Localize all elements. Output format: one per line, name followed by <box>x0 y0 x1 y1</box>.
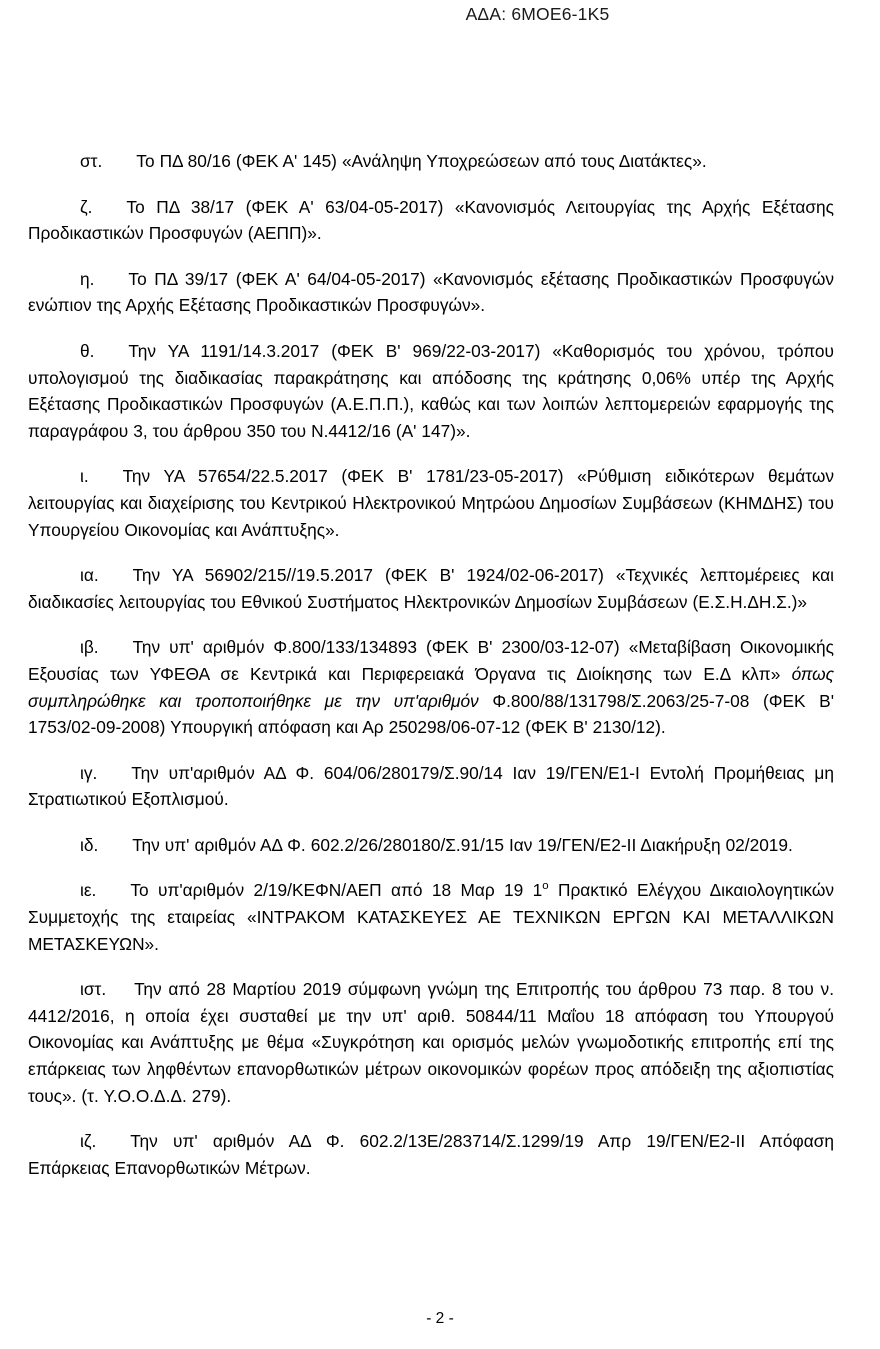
paragraph-text-st: Το ΠΔ 80/16 (ΦΕΚ Α' 145) «Ανάληψη Υποχρεώσεων από τους Διατάκτες». <box>136 151 707 171</box>
paragraph-text-ig: Την υπ'αριθμόν ΑΔ Φ. 604/06/280179/Σ.90/14 Ιαν 19/ΓΕΝ/Ε1-Ι Εντολή Προμήθειας μη Στρατιωτικού Εξοπλισμού. <box>28 762 834 810</box>
paragraph-text-ie-part2: Πρακτικό Ελέγχου Δικαιολογητικών Συμμετοχής της εταιρείας «ΙΝΤΡΑΚΟΜ ΚΑΤΑΣΚΕΥΕΣ ΑΕ ΤΕΧΝΙΚΩΝ ΕΡΓΩΝ ΚΑΙ ΜΕΤΑΛΛΙΚΩΝ ΜΕΤΑΣΚΕΥΩΝ». <box>28 880 834 954</box>
paragraph-enumerator-st: στ. <box>80 151 103 171</box>
paragraph-ie <box>28 877 834 957</box>
document-body <box>28 148 834 1181</box>
ordinal-superscript: ο <box>542 880 549 893</box>
paragraph-enumerator-ia: ια. <box>80 565 99 586</box>
paragraph-text-ib-italic: όπως συμπληρώθηκε και τροποποιήθηκε με την υπ'αριθμόν <box>28 663 834 711</box>
paragraph-iz <box>28 1128 834 1181</box>
paragraph-text-theta: Την ΥΑ 1191/14.3.2017 (ΦΕΚ Β' 969/22-03-2017) «Καθορισμός του χρόνου, τρόπου υπολογισμού της διαδικασίας παρακράτησης και απόδοσης της κράτησης 0,06% υπέρ της Αρχής Εξέτασης Προδικαστικών Προσφυγών (Α.Ε.Π.Π.), καθώς και των λοιπών λεπτομερειών εφαρμογής της παραγράφου 3, του άρθρου 350 του Ν.4412/16 (Α' 147)». <box>28 340 834 441</box>
paragraph-ib <box>28 634 834 740</box>
paragraph-text-ist: Την από 28 Μαρτίου 2019 σύμφωνη γνώμη της Επιτροπής του άρθρου 73 παρ. 8 του ν. 4412/2016, η οποία έχει συσταθεί με την υπ' αριθ. 50844/11 Μαΐου 18 απόφαση του Υπουργού Οικονομίας και Ανάπτυξης με θέμα «Συγκρότηση και ορισμός μελών γνωμοδοτικής επιτροπής επί της επάρκειας των ληφθέντων επανορθωτικών μέτρων οικονομικών φορέων προς απόδειξη της αξιοπιστίας τους». (τ. Υ.Ο.Ο.Δ.Δ. 279). <box>28 979 834 1106</box>
paragraph-text-z: Το ΠΔ 38/17 (ΦΕΚ Α' 63/04-05-2017) «Κανονισμός Λειτουργίας της Αρχής Εξέτασης Προδικαστικών Προσφυγών (ΑΕΠΠ)». <box>28 196 834 244</box>
paragraph-eta <box>28 266 834 319</box>
paragraph-ia <box>28 562 834 615</box>
paragraph-ist <box>28 976 834 1109</box>
paragraph-enumerator-z: ζ. <box>80 196 93 217</box>
paragraph-id <box>28 832 834 859</box>
paragraph-enumerator-iz: ιζ. <box>80 1131 97 1152</box>
paragraph-text-iota: Την ΥΑ 57654/22.5.2017 (ΦΕΚ Β' 1781/23-05-2017) «Ρύθμιση ειδικότερων θεμάτων λειτουργίας και διαχείρισης του Κεντρικού Ηλεκτρονικού Μητρώου Δημοσίων Συμβάσεων (ΚΗΜΔΗΣ) του Υπουργείου Οικονομίας και Ανάπτυξης». <box>28 466 834 540</box>
ada-stamp: ΑΔΑ: 6ΜΟΕ6-1Κ5 <box>465 4 610 24</box>
paragraph-enumerator-iota: ι. <box>80 466 89 487</box>
paragraph-text-ib-part2: Φ.800/88/131798/Σ.2063/25-7-08 (ΦΕΚ Β' 1753/02-09-2008) Υπουργική απόφαση και Αρ 250298/06-07-12 (ΦΕΚ Β' 2130/12). <box>28 690 834 738</box>
page-number: - 2 - <box>426 1310 454 1327</box>
paragraph-text-id: Την υπ' αριθμόν ΑΔ Φ. 602.2/26/280180/Σ.91/15 Ιαν 19/ΓΕΝ/Ε2-ΙΙ Διακήρυξη 02/2019. <box>132 834 793 855</box>
paragraph-enumerator-eta: η. <box>80 268 95 289</box>
paragraph-enumerator-ie: ιε. <box>80 880 97 901</box>
paragraph-text-ib-part1: Την υπ' αριθμόν Φ.800/133/134893 (ΦΕΚ Β' 2300/03-12-07) «Μεταβίβαση Οικονομικής Εξουσίας των ΥΦΕΘΑ σε Κεντρικά και Περιφερειακά Όργανα τις Διοίκησης των Ε.Δ κλπ» <box>28 637 834 684</box>
paragraph-enumerator-ib: ιβ. <box>80 637 99 658</box>
paragraph-iota <box>28 463 834 543</box>
paragraph-text-iz: Την υπ' αριθμόν ΑΔ Φ. 602.2/13Ε/283714/Σ.1299/19 Απρ 19/ΓΕΝ/Ε2-ΙΙ Απόφαση Επάρκειας Επανορθωτικών Μέτρων. <box>28 1131 834 1178</box>
paragraph-text-ia: Την ΥΑ 56902/215//19.5.2017 (ΦΕΚ Β' 1924/02-06-2017) «Τεχνικές λεπτομέρειες και διαδικασίες λειτουργίας του Εθνικού Συστήματος Ηλεκτρονικών Δημοσίων Συμβάσεων (Ε.Σ.Η.ΔΗ.Σ.)» <box>28 565 834 612</box>
paragraph-text-eta: Το ΠΔ 39/17 (ΦΕΚ Α' 64/04-05-2017) «Κανονισμός εξέτασης Προδικαστικών Προσφυγών ενώπιον της Αρχής Εξέτασης Προδικαστικών Προσφυγών». <box>28 268 834 316</box>
paragraph-enumerator-ig: ιγ. <box>80 762 98 783</box>
paragraph-text-ie-part1: Το υπ'αριθμόν 2/19/ΚΕΦΝ/ΑΕΠ από 18 Μαρ 19 1 <box>130 880 543 901</box>
paragraph-enumerator-id: ιδ. <box>80 834 99 855</box>
paragraph-enumerator-ist: ιστ. <box>80 979 107 1000</box>
paragraph-theta <box>28 338 834 444</box>
paragraph-st <box>28 148 834 175</box>
paragraph-ig <box>28 760 834 813</box>
paragraph-z <box>28 194 834 247</box>
paragraph-enumerator-theta: θ. <box>80 340 95 361</box>
